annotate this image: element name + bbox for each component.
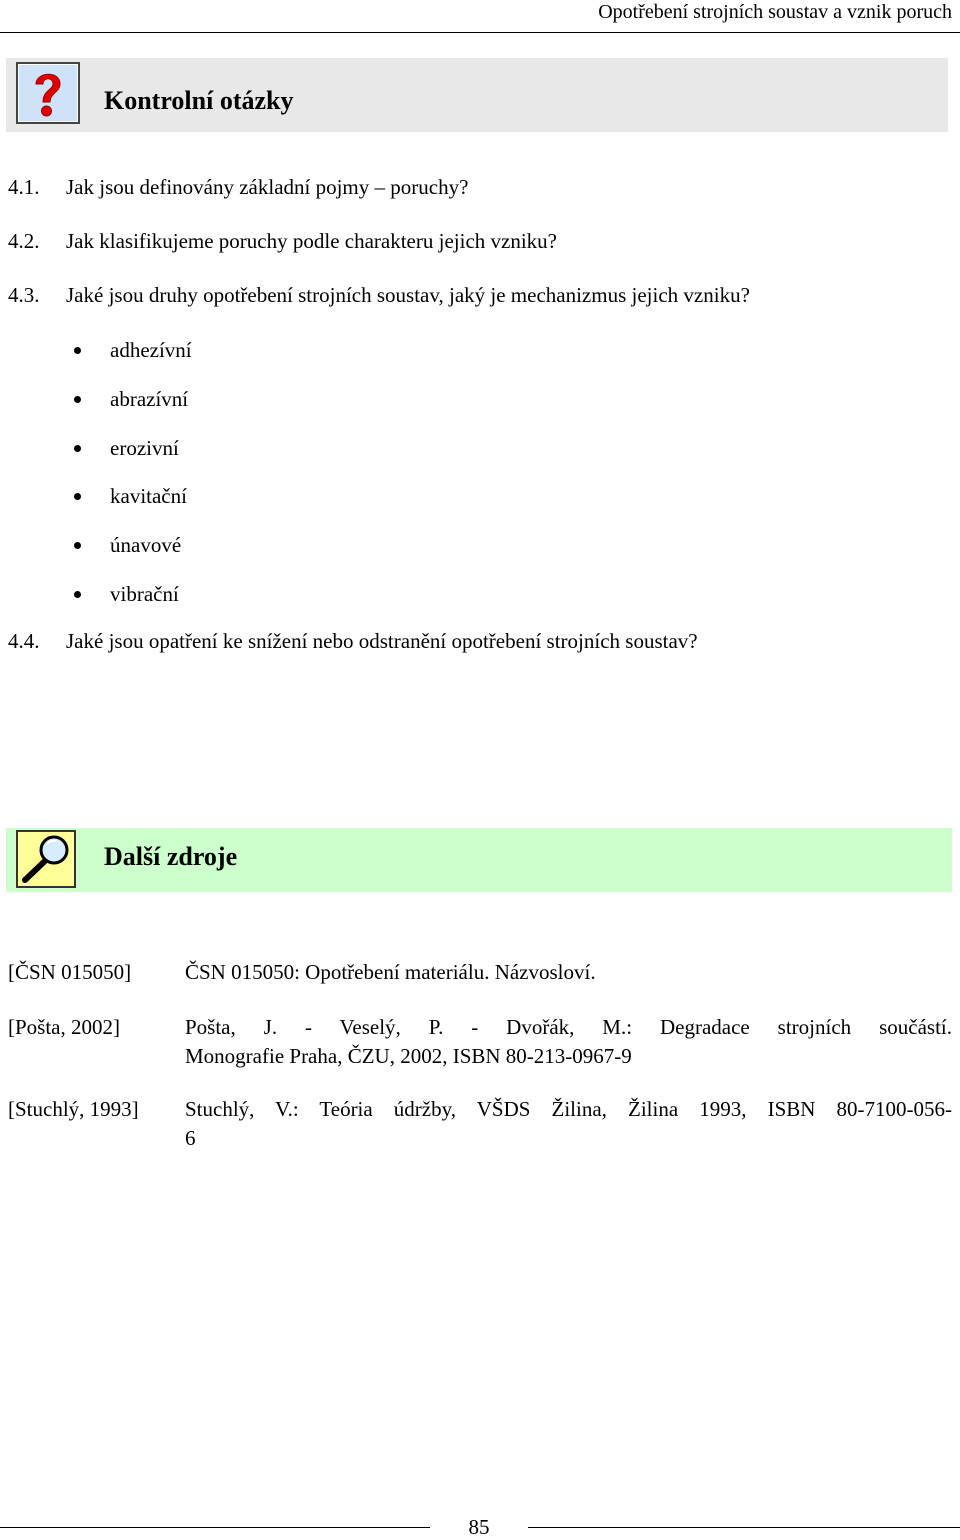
question-number: 4.4. — [8, 629, 40, 653]
page-number: 85 — [468, 1515, 490, 1539]
reference-key: [Stuchlý, 1993] — [8, 1097, 139, 1121]
question-text: Jak jsou definovány základní pojmy – poruchy? — [66, 175, 469, 199]
bullet-icon — [74, 396, 81, 403]
wear-type-label: adhezívní — [110, 338, 192, 362]
question-item — [8, 628, 698, 654]
header-rule — [0, 32, 960, 33]
reference-text — [185, 1013, 952, 1071]
reference-text — [185, 1095, 952, 1153]
reference-text — [185, 958, 952, 987]
wear-type-label: kavitační — [110, 484, 187, 508]
question-item — [8, 174, 468, 200]
sources-title: Další zdroje — [104, 842, 238, 871]
question-item — [8, 282, 750, 308]
question-item — [8, 228, 557, 254]
wear-type-label: abrazívní — [110, 387, 189, 411]
footer-rule — [528, 1527, 960, 1528]
sources-banner — [6, 828, 952, 892]
question-mark-icon — [16, 62, 80, 124]
wear-type-label: únavové — [110, 533, 182, 557]
reference-item — [8, 1095, 952, 1155]
reference-item — [8, 958, 952, 988]
running-header: Opotřebení strojních soustav a vznik poruch — [598, 1, 952, 23]
bullet-icon — [74, 542, 81, 549]
reference-key: [Pošta, 2002] — [8, 1015, 120, 1039]
bullet-icon — [74, 493, 81, 500]
reference-item — [8, 1013, 952, 1073]
questions-banner — [6, 58, 948, 132]
question-number: 4.3. — [8, 283, 40, 307]
reference-line: Monografie Praha, ČZU, 2002, ISBN 80-213-0967-9 — [185, 1044, 632, 1068]
question-number: 4.2. — [8, 229, 40, 253]
wear-type-label: vibrační — [110, 582, 179, 606]
wear-type-label: erozivní — [110, 436, 179, 460]
bullet-icon — [74, 347, 81, 354]
questions-title: Kontrolní otázky — [104, 86, 294, 115]
question-text: Jaké jsou opatření ke snížení nebo odstranění opotřebení strojních soustav? — [66, 629, 698, 653]
magnifier-icon — [16, 830, 76, 888]
reference-line: Pošta, J. - Veselý, P. - Dvořák, M.: Degradace strojních součástí. — [185, 1015, 952, 1039]
reference-line: Stuchlý, V.: Teória údržby, VŠDS Žilina, Žilina 1993, ISBN 80-7100-056- — [185, 1097, 952, 1121]
reference-key: [ČSN 015050] — [8, 960, 132, 984]
question-text: Jak klasifikujeme poruchy podle charakteru jejich vzniku? — [66, 229, 557, 253]
reference-line: 6 — [185, 1126, 196, 1150]
bullet-icon — [74, 591, 81, 598]
question-text: Jaké jsou druhy opotřebení strojních soustav, jaký je mechanizmus jejich vzniku? — [66, 283, 750, 307]
footer-rule — [0, 1527, 430, 1528]
reference-line: ČSN 015050: Opotřebení materiálu. Názvosloví. — [185, 960, 596, 984]
question-number: 4.1. — [8, 175, 40, 199]
bullet-icon — [74, 445, 81, 452]
